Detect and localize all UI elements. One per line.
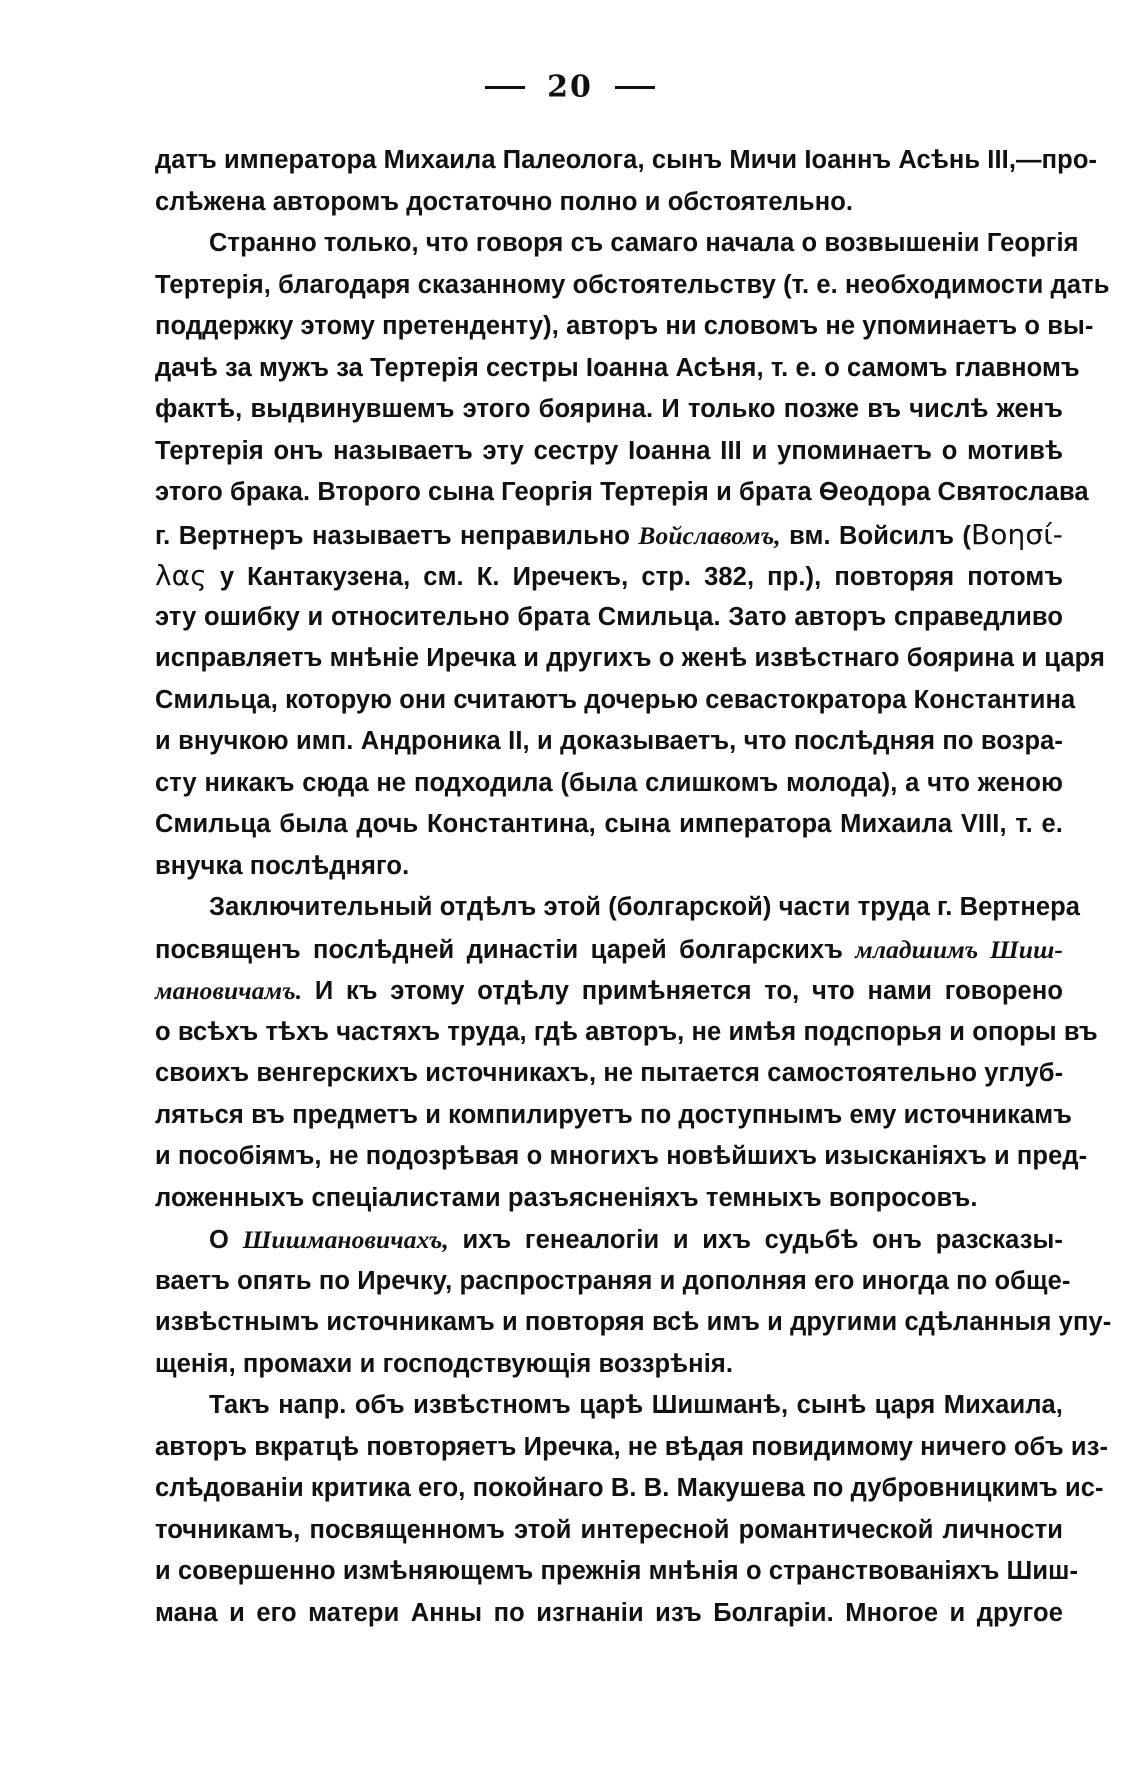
page-number: 20 [547,69,593,105]
text-line: слѣдованіи критика его, покойнаго В. В. Макушева по дубровницкимъ ис- [155,1474,1104,1502]
page-number-header [0,68,1140,105]
text-line [155,514,1063,556]
text-segment: ихъ генеалогіи и ихъ судьбѣ онъ разсказы- [462,1226,1063,1254]
text-line: эту ошибку и относительно брата Смильца. Зато авторъ справедливо [155,602,1063,631]
text-line: сту никакъ сюда не подходила (была слишкомъ молода), а что женою [155,768,1063,797]
text-line: Тертерія, благодаря сказанному обстоятельству (т. е. необходимости дать [155,270,1110,299]
text-line: датъ императора Михаила Палеолога, сынъ Мичи Іоаннъ Асѣнь III,—про- [155,146,1098,174]
text-line: о всѣхъ тѣхъ частяхъ труда, гдѣ авторъ, не имѣя подспорья и опоры въ [155,1017,1098,1046]
greek-word: λας [155,559,207,592]
text-line: Заключительный отдѣлъ этой (болгарской) части труда г. Вертнера [209,893,1081,921]
text-line: ляться въ предметъ и компилируетъ по доступнымъ ему источникамъ [155,1100,1072,1129]
text-line: исправляетъ мнѣніе Иречка и другихъ о женѣ извѣстнаго боярина и царя [155,644,1105,672]
text-line: дачѣ за мужъ за Тертерія сестры Іоанна Асѣня, т. е. о самомъ главномъ [155,353,1080,382]
text-line [155,1219,1063,1261]
text-line [155,929,1063,971]
text-line [155,555,1063,597]
text-line: извѣстнымъ источникамъ и повторяя всѣ имъ и другими сдѣланныя упу- [155,1308,1112,1336]
text-line [155,970,1063,1012]
text-line: ложенныхъ спеціалистами разъясненіяхъ темныхъ вопросовъ. [155,1183,978,1212]
text-line: Странно только, что говоря съ самаго начала о возвышеніи Георгія [209,229,1079,257]
text-line: Смильца была дочь Константина, сына императора Михаила VIII, т. е. [155,810,1063,838]
text-line: мана и его матери Анны по изгнаніи изъ Болгаріи. Многое и другое [155,1598,1063,1627]
text-segment: г. Вертнеръ называетъ неправильно [155,521,631,550]
text-line: слѣжена авторомъ достаточно полно и обстоятельно. [155,187,854,216]
text-line: фактѣ, выдвинувшемъ этого боярина. И только позже въ числѣ женъ [155,395,1063,423]
italic-phrase: младшимъ Шиш- [855,934,1064,964]
text-segment: вм. Войсилъ ( [789,521,971,550]
text-line: и внучкою имп. Андроника II, и доказываетъ, что послѣдняя по возра- [155,727,1063,755]
text-segment: у Кантакузена, см. К. Иречекъ, стр. 382, пр.), повторяя потомъ [219,563,1064,591]
italic-word: Войславомъ, [638,520,781,550]
text-line: этого брака. Второго сына Георгія Тертерія и брата Ѳеодора Святослава [155,478,1089,506]
text-line: поддержку этому претенденту), авторъ ни словомъ не упоминаетъ о вы- [155,312,1094,340]
text-segment: посвященъ послѣдней династіи царей болгарскихъ [155,935,843,964]
text-line: внучка послѣдняго. [155,851,410,880]
text-line: точникамъ, посвященномъ этой интересной романтической личности [155,1515,1063,1544]
right-dash [615,86,655,89]
text-segment: О [209,1226,229,1254]
text-line: щенія, промахи и господствующія воззрѣнія. [155,1349,734,1378]
text-line: и пособіямъ, не подозрѣвая о многихъ новѣйшихъ изысканіяхъ и пред- [155,1142,1088,1170]
left-dash [485,86,525,89]
italic-word: мановичамъ. [155,976,303,1005]
greek-word: Βοησί- [970,517,1063,551]
text-line: Такъ напр. объ извѣстномъ царѣ Шишманѣ, сынѣ царя Михаила, [209,1391,1063,1419]
text-line: авторъ вкратцѣ повторяетъ Иречка, не вѣдая повидимому ничего объ из- [155,1432,1109,1461]
body-text [155,140,1112,1634]
text-segment: И къ этому отдѣлу примѣняется то, что нами говорено [314,977,1064,1005]
text-line: своихъ венгерскихъ источникахъ, не пытается самостоятельно углуб- [155,1059,1064,1087]
text-line: Смильца, которую они считаютъ дочерью севастократора Константина [155,685,1076,714]
text-line: Тертерія онъ называетъ эту сестру Іоанна III и упоминаетъ о мотивѣ [155,436,1063,465]
italic-word: Шишмановичахъ, [242,1225,449,1254]
text-line: и совершенно измѣняющемъ прежнія мнѣнія о странствованіяхъ Шиш- [155,1557,1079,1585]
text-line: ваетъ опять по Иречку, распространяя и дополняя его иногда по обще- [155,1266,1071,1295]
